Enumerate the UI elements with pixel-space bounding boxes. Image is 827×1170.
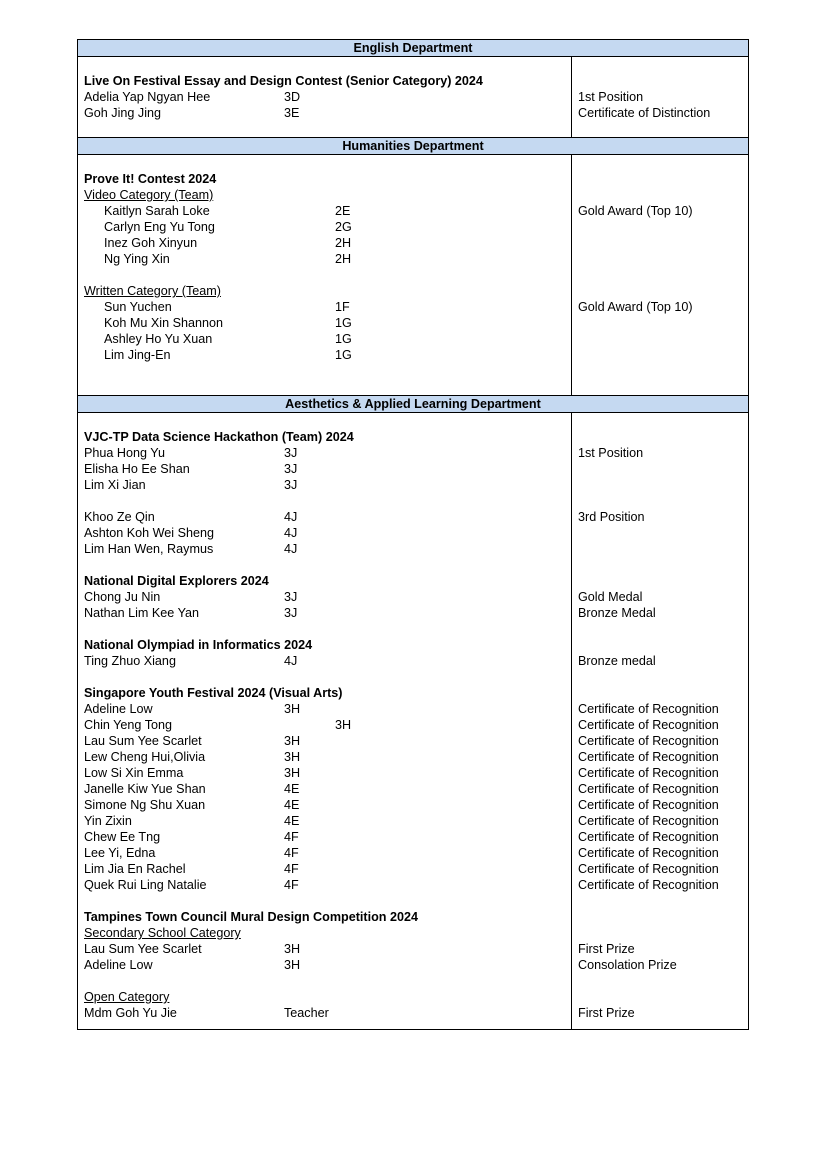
entry-row	[84, 797, 571, 813]
entry-row	[84, 541, 571, 557]
student-name: Ting Zhuo Xiang	[84, 654, 176, 668]
student-name: Lim Jia En Rachel	[84, 862, 186, 876]
student-class: 3H	[284, 702, 301, 716]
entry-row	[84, 1005, 571, 1021]
contest-title: Live On Festival Essay and Design Contest (Senior Category) 2024	[84, 74, 483, 88]
english-section	[78, 57, 748, 137]
student-class: 3H	[284, 750, 301, 764]
student-name: Ashley Ho Yu Xuan	[104, 332, 213, 346]
award-text: First Prize	[578, 942, 635, 956]
entry-row	[84, 717, 571, 733]
entry-row	[84, 845, 571, 861]
student-class: 4J	[284, 542, 298, 556]
award-text: Gold Award (Top 10)	[578, 300, 693, 314]
award-text: Certificate of Recognition	[578, 798, 719, 812]
student-name: Lim Han Wen, Raymus	[84, 542, 214, 556]
student-name: Lim Xi Jian	[84, 478, 146, 492]
award-text: 1st Position	[578, 90, 644, 104]
entry-row	[84, 765, 571, 781]
student-class: 2E	[335, 204, 351, 218]
student-name: Phua Hong Yu	[84, 446, 165, 460]
award-text: Bronze medal	[578, 654, 656, 668]
student-name: Lim Jing-En	[104, 348, 171, 362]
entry-row	[84, 941, 571, 957]
student-name: Adeline Low	[84, 958, 153, 972]
student-name: Low Si Xin Emma	[84, 766, 184, 780]
award-text: Certificate of Recognition	[578, 718, 719, 732]
entry-row	[84, 861, 571, 877]
secondary-category-label: Secondary School Category	[84, 926, 241, 940]
entry-row	[84, 589, 571, 605]
student-class: 4F	[284, 862, 299, 876]
entry-row	[84, 749, 571, 765]
team-member-row	[84, 235, 571, 251]
student-name: Inez Goh Xinyun	[104, 236, 198, 250]
entry-row	[84, 89, 571, 105]
student-class: 4E	[284, 782, 300, 796]
award-text: Bronze Medal	[578, 606, 656, 620]
student-class: 4J	[284, 510, 298, 524]
role-label: Teacher	[284, 1006, 329, 1020]
award-text: Certificate of Recognition	[578, 734, 719, 748]
video-category-label: Video Category (Team)	[84, 188, 214, 202]
team-member-row	[84, 203, 571, 219]
student-class: 3J	[284, 446, 298, 460]
student-class: 4J	[284, 654, 298, 668]
student-name: Koh Mu Xin Shannon	[104, 316, 224, 330]
award-text: Certificate of Recognition	[578, 750, 719, 764]
contest-title: Prove It! Contest 2024	[84, 172, 217, 186]
teacher-name: Mdm Goh Yu Jie	[84, 1006, 177, 1020]
student-name: Chin Yeng Tong	[84, 718, 173, 732]
student-class: 2G	[335, 220, 352, 234]
award-text: Certificate of Recognition	[578, 862, 719, 876]
student-class: 3H	[284, 942, 301, 956]
contest-title: VJC-TP Data Science Hackathon (Team) 2024	[84, 430, 354, 444]
humanities-section	[78, 155, 748, 395]
english-department-header: English Department	[78, 40, 748, 57]
contest-title: Tampines Town Council Mural Design Competition 2024	[84, 910, 419, 924]
english-award-column	[572, 57, 748, 137]
team-member-row	[84, 251, 571, 267]
entry-row	[84, 957, 571, 973]
student-class: 3J	[284, 590, 298, 604]
written-category-label: Written Category (Team)	[84, 284, 221, 298]
student-class: 1G	[335, 348, 352, 362]
student-class: 4E	[284, 798, 300, 812]
team-member-row	[84, 315, 571, 331]
humanities-left-column	[78, 155, 572, 395]
award-text: Certificate of Recognition	[578, 702, 719, 716]
student-class: 1F	[335, 300, 350, 314]
award-text: 3rd Position	[578, 510, 645, 524]
entry-row	[84, 461, 571, 477]
entry-row	[84, 701, 571, 717]
award-text: Gold Medal	[578, 590, 643, 604]
student-class: 4J	[284, 526, 298, 540]
entry-row	[84, 509, 571, 525]
entry-row	[84, 605, 571, 621]
award-text: Certificate of Recognition	[578, 830, 719, 844]
team-member-row	[84, 347, 571, 363]
aesthetics-section	[78, 413, 748, 1029]
student-name: Kaitlyn Sarah Loke	[104, 204, 210, 218]
award-text: Certificate of Recognition	[578, 878, 719, 892]
entry-row	[84, 105, 571, 121]
aesthetics-department-header: Aesthetics & Applied Learning Department	[78, 395, 748, 413]
student-class: 4E	[284, 814, 300, 828]
award-text: Certificate of Recognition	[578, 766, 719, 780]
entry-row	[84, 829, 571, 845]
student-name: Chong Ju Nin	[84, 590, 161, 604]
contest-title: National Digital Explorers 2024	[84, 574, 269, 588]
student-name: Carlyn Eng Yu Tong	[104, 220, 215, 234]
student-name: Goh Jing Jing	[84, 106, 162, 120]
student-class: 4F	[284, 878, 299, 892]
student-class: 3E	[284, 106, 300, 120]
aesthetics-award-column	[572, 413, 748, 1029]
team-member-row	[84, 299, 571, 315]
entry-row	[84, 525, 571, 541]
student-name: Khoo Ze Qin	[84, 510, 155, 524]
student-name: Elisha Ho Ee Shan	[84, 462, 190, 476]
student-class: 3H	[284, 734, 301, 748]
awards-table	[77, 39, 749, 1030]
team-member-row	[84, 331, 571, 347]
student-class: 1G	[335, 316, 352, 330]
student-name: Simone Ng Shu Xuan	[84, 798, 206, 812]
entry-row	[84, 445, 571, 461]
student-name: Quek Rui Ling Natalie	[84, 878, 207, 892]
student-class: 4F	[284, 846, 299, 860]
contest-title: National Olympiad in Informatics 2024	[84, 638, 313, 652]
student-name: Nathan Lim Kee Yan	[84, 606, 200, 620]
entry-row	[84, 653, 571, 669]
team-member-row	[84, 219, 571, 235]
student-class: 3J	[284, 462, 298, 476]
award-text: First Prize	[578, 1006, 635, 1020]
award-text: Certificate of Recognition	[578, 782, 719, 796]
student-name: Chew Ee Tng	[84, 830, 161, 844]
humanities-award-column	[572, 155, 748, 395]
student-name: Lew Cheng Hui,Olivia	[84, 750, 206, 764]
student-class: 3J	[284, 478, 298, 492]
student-name: Yin Zixin	[84, 814, 132, 828]
entry-row	[84, 781, 571, 797]
english-left-column	[78, 57, 572, 137]
aesthetics-left-column	[78, 413, 572, 1029]
student-class: 3D	[284, 90, 301, 104]
student-class: 3H	[335, 718, 352, 732]
student-class: 3H	[284, 766, 301, 780]
award-text: Certificate of Recognition	[578, 814, 719, 828]
award-text: Consolation Prize	[578, 958, 677, 972]
student-class: 1G	[335, 332, 352, 346]
student-name: Lau Sum Yee Scarlet	[84, 942, 202, 956]
student-class: 2H	[335, 252, 352, 266]
award-text: Certificate of Recognition	[578, 846, 719, 860]
student-class: 3J	[284, 606, 298, 620]
student-class: 3H	[284, 958, 301, 972]
student-name: Lee Yi, Edna	[84, 846, 156, 860]
student-name: Ng Ying Xin	[104, 252, 170, 266]
entry-row	[84, 733, 571, 749]
entry-row	[84, 813, 571, 829]
student-name: Ashton Koh Wei Sheng	[84, 526, 214, 540]
humanities-department-header: Humanities Department	[78, 137, 748, 155]
student-class: 4F	[284, 830, 299, 844]
student-name: Sun Yuchen	[104, 300, 172, 314]
award-text: 1st Position	[578, 446, 644, 460]
award-text: Certificate of Distinction	[578, 106, 711, 120]
award-text: Gold Award (Top 10)	[578, 204, 693, 218]
student-name: Adelia Yap Ngyan Hee	[84, 90, 211, 104]
contest-title: Singapore Youth Festival 2024 (Visual Arts)	[84, 686, 343, 700]
entry-row	[84, 477, 571, 493]
student-name: Lau Sum Yee Scarlet	[84, 734, 202, 748]
student-name: Janelle Kiw Yue Shan	[84, 782, 206, 796]
entry-row	[84, 877, 571, 893]
open-category-label: Open Category	[84, 990, 170, 1004]
student-name: Adeline Low	[84, 702, 153, 716]
student-class: 2H	[335, 236, 352, 250]
